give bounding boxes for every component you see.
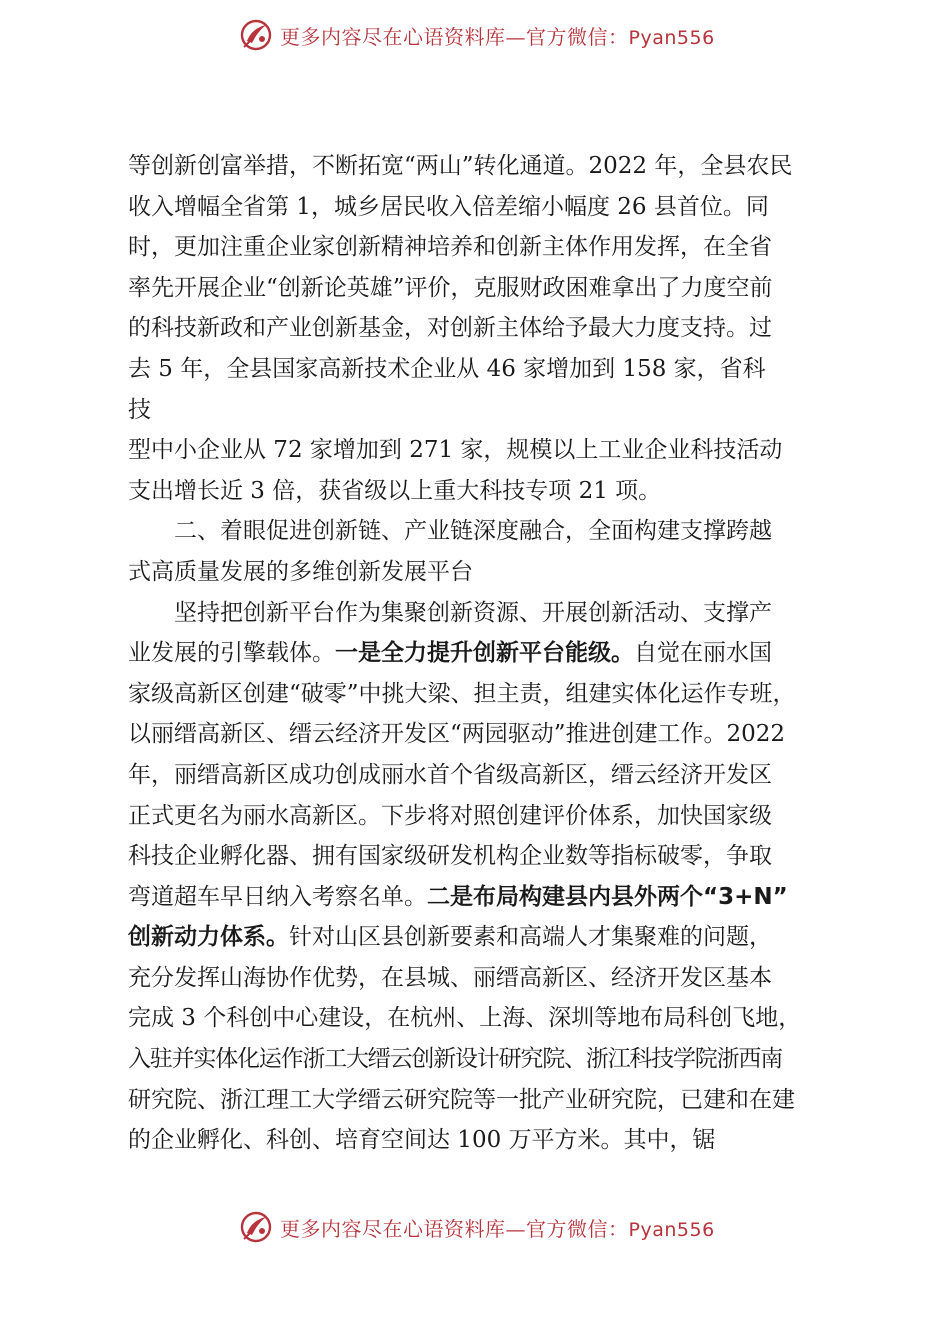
paragraph-line: 去 5 年，全县国家高新技术企业从 46 家增加到 158 家，省科 (128, 355, 766, 382)
paragraph-line: 完成 3 个科创中心建设，在杭州、上海、深圳等地布局科创飞地， (128, 1005, 802, 1032)
watermark-logo-icon (238, 17, 274, 53)
bold-lead-point-1: 一是全力提升创新平台能级。 (335, 640, 634, 667)
paragraph-line: 收入增幅全省第 1，城乡居民收入倍差缩小幅度 26 县首位。同 (128, 193, 769, 220)
plain-text: 弯道超车早日纳入考察名单。 (128, 883, 427, 910)
paragraph-line: 坚持把创新平台作为集聚创新资源、开展创新活动、支撑产 (174, 599, 772, 626)
paragraph-line: 的科技新政和产业创新基金，对创新主体给予最大力度支持。过 (128, 315, 772, 342)
footer-watermark-banner (238, 1206, 758, 1248)
plain-text: 自觉在丽水国 (634, 640, 772, 667)
paragraph-line: 支出增长近 3 倍，获省级以上重大科技专项 21 项。 (128, 477, 662, 504)
paragraph-line (128, 917, 833, 958)
document-body (128, 146, 833, 1161)
paragraph-line: 等创新创富举措，不断拓宽“两山”转化通道。2022 年，全县农民 (128, 153, 793, 179)
bold-lead-point-2: 二是布局构建县内县外两个“3+N” (427, 883, 788, 910)
wechat-id: Pyan556 (628, 26, 715, 49)
paragraph-line: 入驻并实体化运作浙工大缙云创新设计研究院、浙江科技学院浙西南 (128, 1046, 783, 1073)
section-heading-line: 二、着眼促进创新链、产业链深度融合，全面构建支撑跨越 (174, 518, 772, 545)
paragraph-line (128, 877, 833, 918)
paragraph-line: 以丽缙高新区、缙云经济开发区“两园驱动”推进创建工作。2022 (128, 721, 786, 748)
paragraph-line: 型中小企业从 72 家增加到 271 家，规模以上工业企业科技活动 (128, 437, 783, 464)
paragraph-line: 年，丽缙高新区成功创成丽水首个省级高新区，缙云经济开发区 (128, 761, 772, 788)
paragraph-line: 正式更名为丽水高新区。下步将对照创建评价体系，加快国家级 (128, 802, 772, 829)
plain-text: 针对山区县创新要素和高端人才集聚难的问题， (289, 924, 772, 951)
paragraph-line: 家级高新区创建“破零”中挑大梁、担主责，组建实体化运作专班， (128, 680, 796, 707)
paragraph-line: 的企业孵化、科创、培育空间达 100 万平方米。其中，锯 (128, 1127, 716, 1154)
header-watermark-banner (238, 14, 758, 56)
watermark-text: 更多内容尽在心语资料库—官方微信：Pyan556 (280, 24, 715, 49)
wechat-id: Pyan556 (628, 1218, 715, 1241)
paragraph-line: 充分发挥山海协作优势，在县城、丽缙高新区、经济开发区基本 (128, 964, 772, 991)
paragraph-line: 技 (128, 396, 151, 423)
paragraph-line: 科技企业孵化器、拥有国家级研发机构企业数等指标破零，争取 (128, 843, 772, 870)
paragraph-line: 研究院、浙江理工大学缙云研究院等一批产业研究院，已建和在建 (128, 1086, 795, 1113)
section-heading-line: 式高质量发展的多维创新发展平台 (128, 558, 473, 585)
paragraph-line: 时，更加注重企业家创新精神培养和创新主体作用发挥，在全省 (128, 234, 772, 261)
paragraph-line (128, 633, 833, 674)
bold-lead-point-2-cont: 创新动力体系。 (128, 924, 289, 951)
watermark-text: 更多内容尽在心语资料库—官方微信：Pyan556 (280, 1216, 715, 1241)
paragraph-line: 率先开展企业“创新论英雄”评价，克服财政困难拿出了力度空前 (128, 274, 773, 301)
plain-text: 业发展的引擎载体。 (128, 640, 335, 667)
watermark-logo-icon (238, 1209, 274, 1245)
